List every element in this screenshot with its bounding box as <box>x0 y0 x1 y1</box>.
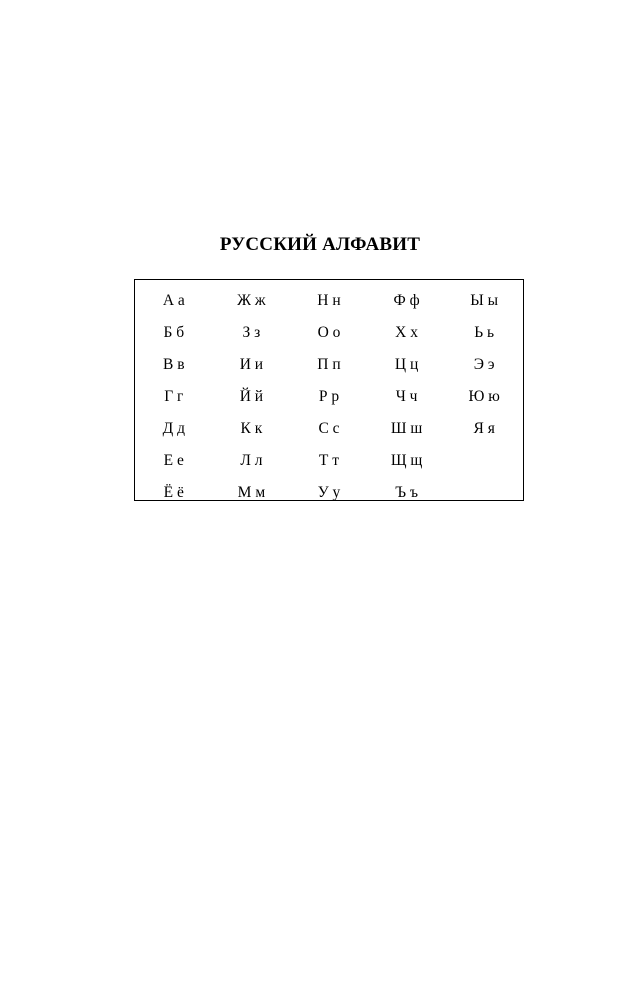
letter-cell: Н н <box>317 292 341 309</box>
alphabet-table-frame <box>134 279 524 501</box>
letter-cell: Л л <box>240 452 263 469</box>
letter-cell: О о <box>317 324 341 341</box>
letter-cell: Ч ч <box>395 388 418 405</box>
letter-cell: Б б <box>163 324 185 341</box>
letter-cell: И и <box>239 356 264 373</box>
letter-cell-empty <box>445 445 523 477</box>
letter-cell-empty <box>445 477 523 509</box>
letter-cell: Э э <box>473 356 495 373</box>
page-title: РУССКИЙ АЛФАВИТ <box>219 234 421 255</box>
letter-cell: А а <box>162 292 185 309</box>
letter-cell: Ш ш <box>390 420 423 437</box>
letter-cell: Р р <box>318 388 340 405</box>
letter-cell: Г г <box>164 388 184 405</box>
letter-cell: З з <box>242 324 261 341</box>
letter-cell: Ы ы <box>470 292 499 309</box>
letter-cell: П п <box>317 356 341 373</box>
letter-cell: Ц ц <box>394 356 419 373</box>
letter-cell: Т т <box>318 452 340 469</box>
letter-cell: К к <box>240 420 263 437</box>
letter-cell: Я я <box>473 420 495 437</box>
letter-cell: Ь ь <box>474 324 495 341</box>
letter-cell: В в <box>163 356 185 373</box>
letter-cell: У у <box>317 484 341 501</box>
letter-cell: С с <box>318 420 340 437</box>
letter-cell: Ф ф <box>393 292 420 309</box>
letter-cell: Ъ ъ <box>395 484 419 501</box>
letter-cell: Е е <box>163 452 184 469</box>
letter-cell: Ё ё <box>163 484 184 501</box>
letter-cell: Ж ж <box>237 292 266 309</box>
letter-cell: Ю ю <box>468 388 500 405</box>
alphabet-table <box>135 285 523 509</box>
letter-cell: Щ щ <box>390 452 423 469</box>
letter-cell: Й й <box>239 388 264 405</box>
letter-cell: М м <box>237 484 266 501</box>
letter-cell: Д д <box>162 420 185 437</box>
letter-cell: Х х <box>395 324 418 341</box>
